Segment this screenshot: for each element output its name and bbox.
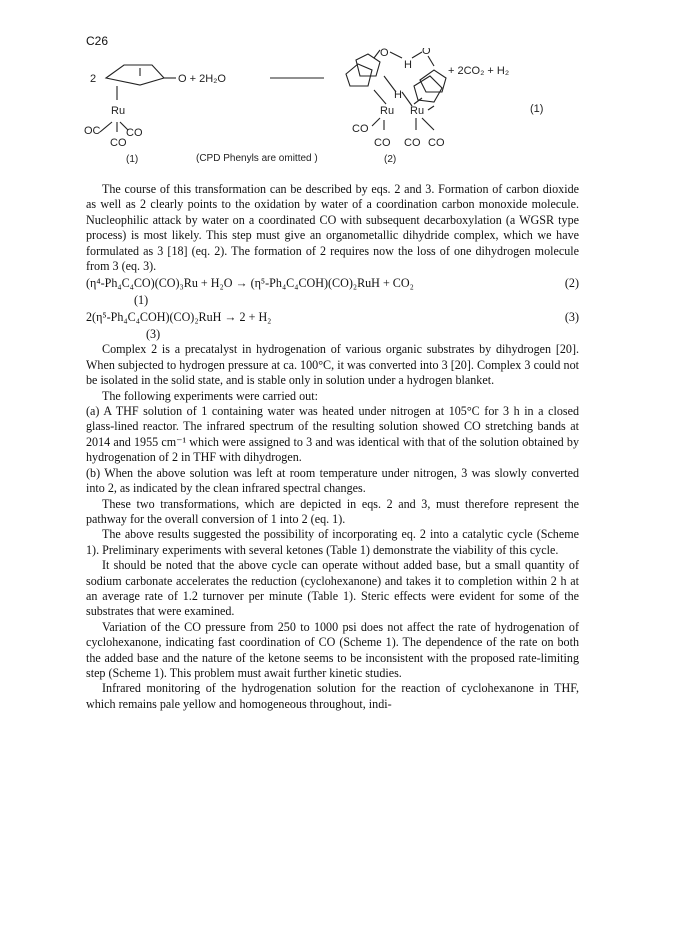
o-h-bond-right (412, 52, 422, 58)
cyclopentadienone-ring (106, 65, 164, 85)
reagents: O + 2H₂O (178, 73, 226, 85)
paragraph-catalytic-cycle: The above results suggested the possibility of incorporating eq. 2 into a catalytic cycle (Scheme 1). Preliminary experiments with several ketones (Table 1) demonstrate the viability of this cycle. (86, 527, 579, 557)
paragraph-mechanism: The course of this transformation can be described by eqs. 2 and 3. Formation of carbon dioxide as well as 2 clearly points to the oxidation by water of a coordination carbon monoxide molecule. Nucleophilic attack by water on a coordinated CO with subsequent decarboxylation (a WGSR type process) is most likely. This step must give an organometallic dihydride complex, which we have formulated as 3 [18] (eq. 2). The formation of 2 requires now the loss of one dihydrogen molecule from 3 (eq. 3). (86, 182, 579, 274)
page-number: C26 (86, 34, 109, 48)
co-label-bottom: CO (110, 137, 127, 149)
oxygen-left: O (380, 48, 389, 59)
equation-3 (86, 310, 579, 327)
paragraph-infrared-monitoring: Infrared monitoring of the hydrogenation solution for the reaction of cyclohexanone in THF, which remains pale yellow and homogeneous throughout, indi- (86, 681, 579, 711)
equation-2 (86, 276, 579, 293)
co-label-b: CO (374, 137, 391, 149)
equation-2-labels (86, 293, 579, 308)
article-body (86, 182, 579, 712)
ring-ru-left (374, 90, 386, 104)
co-label-c: CO (404, 137, 421, 149)
compound-label-2: (2) (384, 154, 397, 165)
hydrogen-hydride: H (394, 89, 402, 101)
equation-3-compound-label: (3) (146, 327, 161, 342)
oc-label: OC (84, 125, 101, 137)
equation-2-compound-label: (1) (134, 293, 149, 308)
equation-number-1: (1) (530, 103, 544, 115)
paragraph-pathway: These two transformations, which are depicted in eqs. 2 and 3, must therefore represent the pathway for the overall conversion of 1 into 2 (eq. 1). (86, 496, 579, 526)
ru2-bond (428, 106, 434, 110)
ru-label-1: Ru (380, 105, 395, 117)
scheme-drawing (84, 48, 604, 168)
paragraph-experiment-b: (b) When the above solution was left at room temperature under nitrogen, 3 was slowly converted into 2, as indicated by the clean infrared spectral changes. (86, 465, 579, 496)
ring-right (414, 76, 442, 102)
co-label-d: CO (428, 137, 445, 149)
o-h-bond-left (390, 52, 402, 58)
co-label-a: CO (352, 123, 369, 135)
ring-left (346, 64, 372, 86)
ru-co-bond-1 (100, 122, 112, 132)
reaction-scheme (84, 48, 604, 168)
equation-3-labels (86, 327, 579, 342)
ru-label-left: Ru (111, 105, 126, 117)
paragraph-experiment-a: (a) A THF solution of 1 containing water was heated under nitrogen at 105°C for 3 h in a closed glass-lined reactor. The infrared spectrum of the resulting solution showed CO stretching bands at 2014 and 1955 cm⁻¹ which were assigned to 3 and was identical with that of the solution obtained by hydrogenation of 2 in THF with dihydrogen. (86, 404, 579, 465)
o-bond-right (428, 56, 434, 66)
paragraph-experiments-intro: The following experiments were carried out: (102, 388, 318, 403)
compound-label-1: (1) (126, 154, 139, 165)
products: + 2CO₂ + H₂ (448, 65, 510, 77)
paragraph-precatalyst: Complex 2 is a precatalyst in hydrogenation of various organic substrates by dihydrogen [20]. When subjected to hydrogen pressure at ca. 100°C, it was converted into 3 [20]. Complex 3 could not be isolated in the solid state, and is stable only in solution under a hydrogen blanket. (86, 342, 579, 388)
ru-label-2: Ru (410, 105, 425, 117)
oxygen-right: O (422, 48, 431, 57)
paragraph-co-pressure: Variation of the CO pressure from 250 to 1000 psi does not affect the rate of hydrogenation of cyclohexanone, indicating fast coordination of CO (Scheme 1). The dependence of the rate on both the added base and the nature of the ketone seems to be inconsistent with the proposed rate-limiting step (Scheme 1). This problem must await further kinetic studies. (86, 619, 579, 680)
ru2-co-bond-d (422, 118, 434, 130)
equation-2-formula: (η⁴-Ph₄C₄CO)(CO)₃Ru + H₂O → (η⁵-Ph₄C₄COH)(CO)₂RuH + CO₂ (86, 276, 414, 291)
equation-3-formula: 2(η⁵-Ph₄C₄COH)(CO)₂RuH → 2 + H₂ (86, 310, 272, 325)
paragraph-base-effect: It should be noted that the above cycle can operate without added base, but a small quantity of sodium carbonate accelerates the reduction (cyclohexanone) and takes it to completion within 2 h at an average rate of 1.2 turnover per minute (Table 1). Steric effects were evident for some of the substrates that were examined. (86, 558, 579, 619)
equation-3-number: (3) (564, 310, 579, 325)
coefficient: 2 (90, 73, 97, 85)
h-bridge-right (402, 92, 412, 106)
ru1-co-bond-a (372, 118, 380, 126)
equation-2-number: (2) (564, 276, 579, 291)
hydrogen-bridging-oh: H (404, 59, 412, 71)
phenyls-note: (CPD Phenyls are omitted ) (196, 153, 318, 164)
co-label-right: CO (126, 127, 143, 139)
